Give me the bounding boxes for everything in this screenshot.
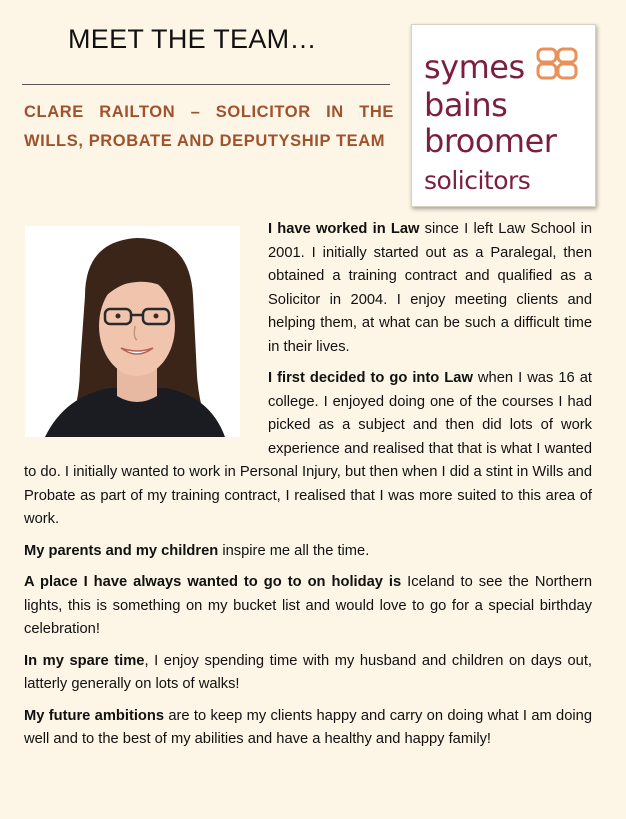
paragraph-lead: A place I have always wanted to go to on holiday is [24,574,402,590]
bb-monogram-icon [536,47,580,81]
photo-spacer [24,218,268,442]
firm-logo [411,24,596,207]
paragraph-text: , I enjoy spending time with my husband and children on days out, latterly generally on lots of walks! [24,652,592,692]
logo-word-bains: bains [424,86,508,124]
staff-profile-text [24,218,592,760]
paragraph-text: are to keep my clients happy and carry on doing what I am doing well and to the best of my abilities and have a healthy and happy family! [24,707,592,747]
paragraph-text: Iceland to see the Northern lights, this is something on my bucket list and would love to go for a special birthday celebration! [24,574,592,637]
profile-paragraph [24,650,592,697]
logo-word-broomer: broomer [424,122,557,160]
paragraph-text: when I was 16 at college. I enjoyed doing one of the courses I had picked as a subject and then did lots of work experience and realised that that is what I wanted to do. I initially wanted to work in Personal Injury, but then when I did a stint in Wills and Probate as part of my training contract, I realised that I was more suited to this area of work. [24,370,592,527]
staff-role-heading: CLARE RAILTON – SOLICITOR IN THE WILLS, PROBATE AND DEPUTYSHIP TEAM [24,103,394,150]
profile-paragraph [24,571,592,642]
paragraph-text: inspire me all the time. [218,542,370,559]
paragraph-lead: In my spare time [24,652,145,669]
paragraph-lead: I have worked in Law [268,221,420,237]
logo-word-symes: symes [424,48,525,86]
paragraph-text: since I left Law School in 2001. I initially started out as a Paralegal, then obtained a training contract and qualified as a Solicitor in 2004. I enjoy meeting clients and helping them, at what can be such a difficult time in their lives. [268,221,593,355]
page-title: MEET THE TEAM… [68,24,317,54]
profile-paragraph [24,705,592,752]
profile-paragraph [24,540,592,564]
paragraph-lead: My parents and my children [24,542,219,559]
paragraph-lead: I first decided to go into Law [268,370,473,386]
logo-word-solicitors: solicitors [424,166,531,195]
paragraph-lead: My future ambitions [24,707,165,724]
title-divider [22,84,390,85]
